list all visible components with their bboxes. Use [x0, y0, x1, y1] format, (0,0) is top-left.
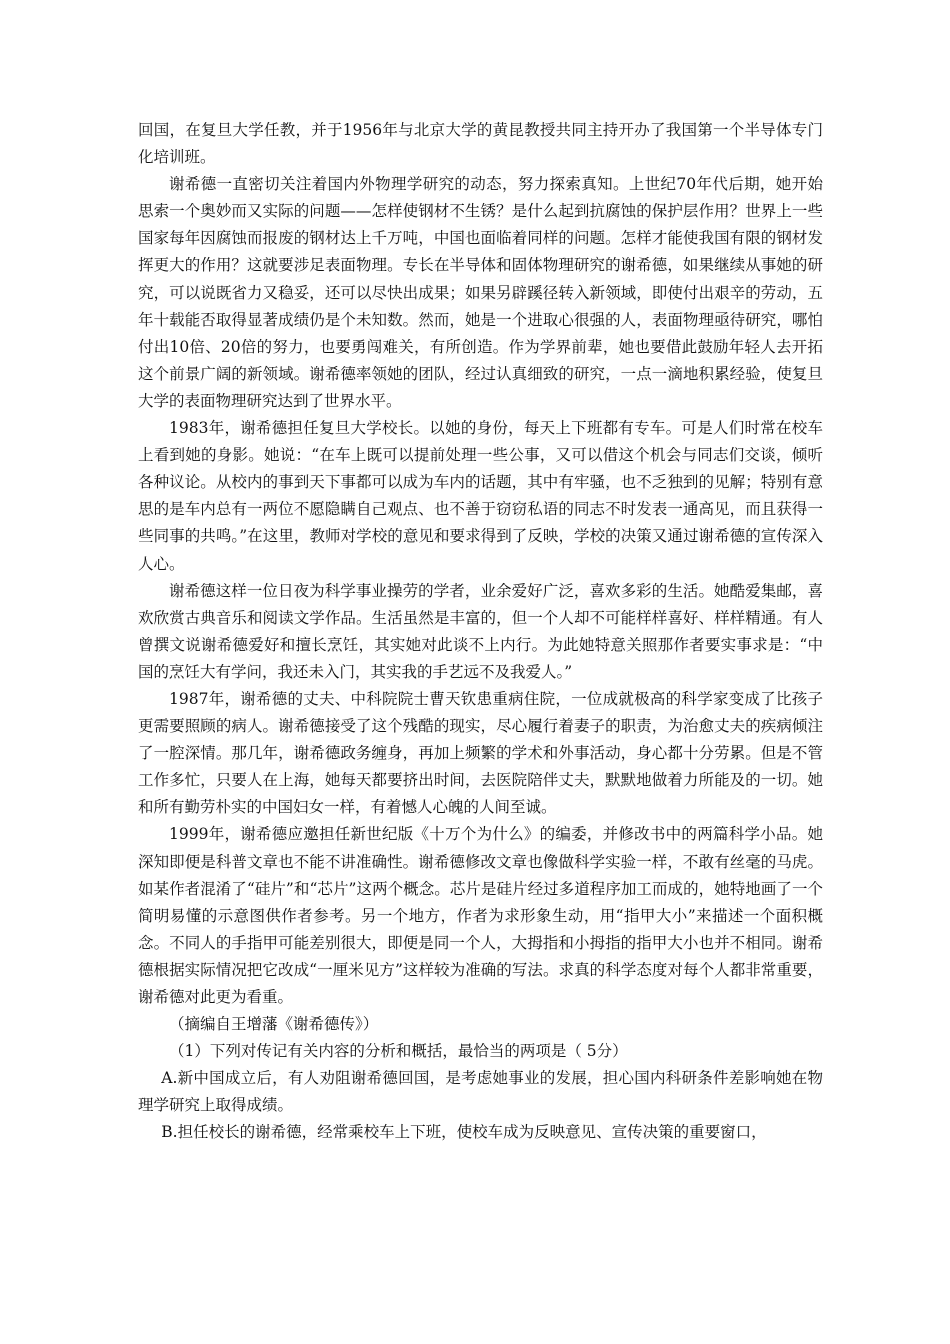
paragraph-1: 回国，在复旦大学任教，并于1956年与北京大学的黄昆教授共同主持开办了我国第一个半导体专门化培训班。: [138, 121, 823, 167]
document-body: [138, 117, 823, 1147]
paragraph-5: 1987年，谢希德的丈夫、中科院院士曹天钦患重病住院，一位成就极高的科学家变成了比孩子更需要照顾的病人。谢希德接受了这个残酷的现实，尽心履行着妻子的职责，为治愈丈夫的疾病倾注了一腔深情。那几年，谢希德政务缠身，再加上频繁的学术和外事活动，身心都十分劳累。但是不管工作多忙，只要人在上海，她每天都要挤出时间，去医院陪伴丈夫，默默地做着力所能及的一切。她和所有勤劳朴实的中国妇女一样，有着憾人心魄的人间至诚。: [138, 689, 823, 817]
paragraph-2: 谢希德一直密切关注着国内外物理学研究的动态，努力探索真知。上世纪70年代后期，她开始思索一个奥妙而又实际的问题——怎样使钢材不生锈？是什么起到抗腐蚀的保护层作用？世界上一些国家每年因腐蚀而报废的钢材达上千万吨，中国也面临着同样的问题。怎样才能使我国有限的钢材发挥更大的作用？这就要涉足表面物理。专长在半导体和固体物理研究的谢希德，如果继续从事她的研究，可以说既省力又稳妥，还可以尽快出成果；如果另辟蹊径转入新领域，即使付出艰辛的劳动，五年十载能否取得显著成绩仍是个未知数。然而，她是一个进取心很强的人，表面物理亟待研究，哪怕付出10倍、20倍的努力，也要勇闯难关，有所创造。作为学界前辈，她也要借此鼓励年轻人去开拓这个前景广阔的新领域。谢希德率领她的团队，经过认真细致的研究，一点一滴地积累经验，使复旦大学的表面物理研究达到了世界水平。: [138, 175, 823, 410]
question-1: （1）下列对传记有关内容的分析和概括，最恰当的两项是（ 5分）: [169, 1042, 628, 1061]
option-b: B.担任校长的谢希德，经常乘校车上下班，使校车成为反映意见、宣传决策的重要窗口，: [161, 1123, 767, 1142]
paragraph-4: 谢希德这样一位日夜为科学事业操劳的学者，业余爱好广泛，喜欢多彩的生活。她酷爱集邮，喜欢欣赏古典音乐和阅读文学作品。生活虽然是丰富的，但一个人却不可能样样喜好、样样精通。有人曾撰文说谢希德爱好和擅长烹饪，其实她对此谈不上内行。为此她特意关照那作者要实事求是：“中国的烹饪大有学问，我还未入门，其实我的手艺远不及我爱人。”: [138, 581, 823, 681]
paragraph-3: 1983年，谢希德担任复旦大学校长。以她的身份，每天上下班都有专车。可是人们时常在校车上看到她的身影。她说：“在车上既可以提前处理一些公事，又可以借这个机会与同志们交谈，倾听各种议论。从校内的事到天下事都可以成为车内的话题，其中有牢骚，也不乏独到的见解；特别有意思的是车内总有一两位不愿隐瞒自己观点、也不善于窃窃私语的同志不时发表一通高见，而且获得一些同事的共鸣。”在这里，教师对学校的意见和要求得到了反映，学校的决策又通过谢希德的宣传深入人心。: [138, 419, 823, 573]
paragraph-6: 1999年，谢希德应邀担任新世纪版《十万个为什么》的编委，并修改书中的两篇科学小品。她深知即便是科普文章也不能不讲准确性。谢希德修改文章也像做科学实验一样，不敢有丝毫的马虎。如某作者混淆了“硅片”和“芯片”这两个概念。芯片是硅片经过多道程序加工而成的，她特地画了一个简明易懂的示意图供作者参考。另一个地方，作者为求形象生动，用“指甲大小”来描述一个面积概念。不同人的手指甲可能差别很大，即便是同一个人，大拇指和小拇指的指甲大小也并不相同。谢希德根据实际情况把它改成“一厘米见方”这样较为准确的写法。求真的科学态度对每个人都非常重要，谢希德对此更为看重。: [138, 825, 823, 1006]
source-citation: （摘编自王增藩《谢希德传》）: [169, 1015, 379, 1034]
option-a: A.新中国成立后，有人劝阻谢希德回国，是考虑她事业的发展，担心国内科研条件差影响她在物理学研究上取得成绩。: [138, 1069, 823, 1115]
